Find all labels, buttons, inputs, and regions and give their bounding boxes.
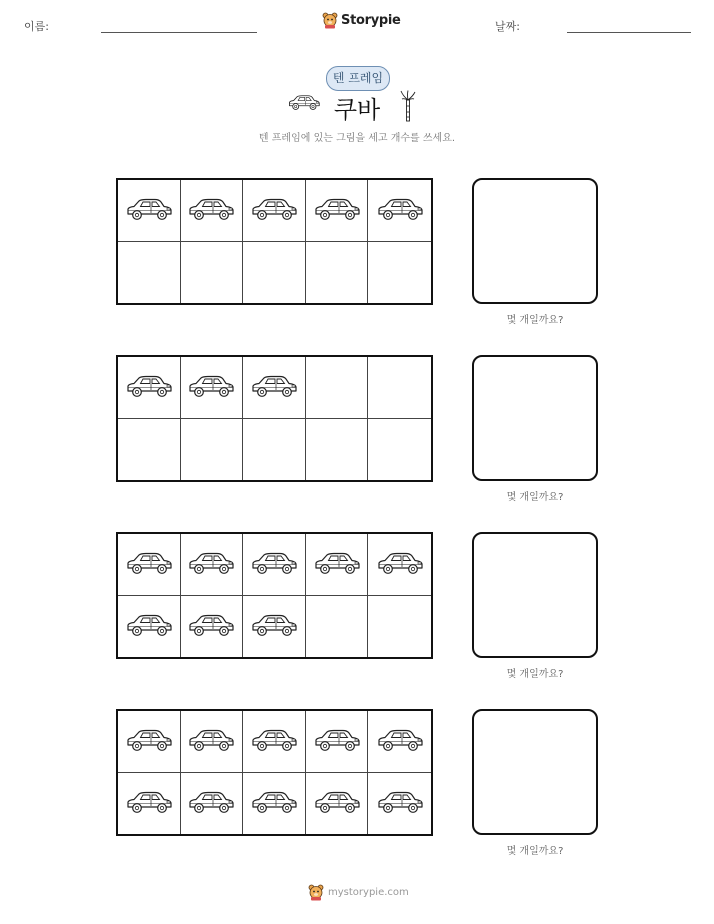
car-icon: [250, 551, 298, 577]
frame-cell: [118, 534, 181, 596]
frame-cell: [368, 357, 431, 419]
name-line[interactable]: [101, 32, 257, 33]
question-label: 몇 개일까요?: [506, 846, 564, 857]
date-label: 날짜:: [495, 20, 520, 33]
frame-cell: [181, 534, 244, 596]
car-icon: [313, 551, 361, 577]
answer-box[interactable]: [472, 355, 598, 481]
bear-mascot-icon: [322, 12, 338, 29]
car-icon: [125, 551, 173, 577]
frame-cell: [181, 357, 244, 419]
car-icon: [125, 613, 173, 639]
frame-cell: [306, 596, 369, 658]
answer-box[interactable]: [472, 709, 598, 835]
car-icon: [376, 790, 424, 816]
ten-frame: [116, 709, 433, 836]
ten-frame: [116, 532, 433, 659]
frame-cell: [181, 180, 244, 242]
frame-cell: [181, 596, 244, 658]
frame-cell: [118, 596, 181, 658]
frame-cell: [243, 534, 306, 596]
frame-cell: [243, 596, 306, 658]
car-icon: [287, 94, 321, 112]
car-icon: [376, 728, 424, 754]
frame-cell: [306, 180, 369, 242]
answer-box[interactable]: [472, 532, 598, 658]
frame-cell: [118, 419, 181, 481]
instruction-text: 텐 프레임에 있는 그림을 세고 개수를 쓰세요.: [258, 133, 456, 144]
frame-cell: [368, 773, 431, 835]
frame-cell: [243, 242, 306, 304]
car-icon: [125, 790, 173, 816]
sugarcane-icon: [400, 90, 416, 122]
name-label: 이름:: [24, 20, 49, 33]
car-icon: [250, 197, 298, 223]
car-icon: [250, 613, 298, 639]
brand-logo: [322, 12, 401, 29]
frame-cell: [368, 711, 431, 773]
topic-badge: 텐 프레임: [326, 66, 390, 91]
frame-cell: [243, 711, 306, 773]
car-icon: [313, 197, 361, 223]
bear-mascot-icon: [308, 884, 324, 901]
car-icon: [125, 374, 173, 400]
frame-cell: [243, 357, 306, 419]
car-icon: [250, 374, 298, 400]
frame-cell: [368, 534, 431, 596]
frame-cell: [368, 242, 431, 304]
frame-cell: [306, 773, 369, 835]
car-icon: [125, 197, 173, 223]
frame-cell: [306, 242, 369, 304]
date-line[interactable]: [567, 32, 691, 33]
car-icon: [313, 790, 361, 816]
frame-cell: [306, 534, 369, 596]
car-icon: [250, 728, 298, 754]
footer: [308, 884, 409, 901]
brand-name: Storypie: [341, 13, 401, 28]
page-title: 쿠바: [333, 96, 381, 124]
car-icon: [187, 613, 235, 639]
frame-cell: [181, 711, 244, 773]
car-icon: [187, 790, 235, 816]
frame-cell: [118, 773, 181, 835]
frame-cell: [118, 180, 181, 242]
frame-cell: [306, 357, 369, 419]
question-label: 몇 개일까요?: [506, 669, 564, 680]
frame-cell: [306, 419, 369, 481]
car-icon: [187, 197, 235, 223]
frame-cell: [181, 242, 244, 304]
car-icon: [250, 790, 298, 816]
footer-site: mystorypie.com: [328, 887, 409, 898]
ten-frame: [116, 355, 433, 482]
frame-cell: [306, 711, 369, 773]
frame-cell: [181, 419, 244, 481]
frame-cell: [368, 419, 431, 481]
frame-cell: [368, 180, 431, 242]
car-icon: [376, 197, 424, 223]
frame-cell: [368, 596, 431, 658]
car-icon: [187, 551, 235, 577]
frame-cell: [243, 773, 306, 835]
frame-cell: [118, 242, 181, 304]
car-icon: [313, 728, 361, 754]
frame-cell: [243, 419, 306, 481]
frame-cell: [118, 357, 181, 419]
car-icon: [125, 728, 173, 754]
car-icon: [187, 728, 235, 754]
question-label: 몇 개일까요?: [506, 492, 564, 503]
question-label: 몇 개일까요?: [506, 315, 564, 326]
frame-cell: [118, 711, 181, 773]
frame-cell: [181, 773, 244, 835]
ten-frame: [116, 178, 433, 305]
car-icon: [376, 551, 424, 577]
car-icon: [187, 374, 235, 400]
frame-cell: [243, 180, 306, 242]
answer-box[interactable]: [472, 178, 598, 304]
